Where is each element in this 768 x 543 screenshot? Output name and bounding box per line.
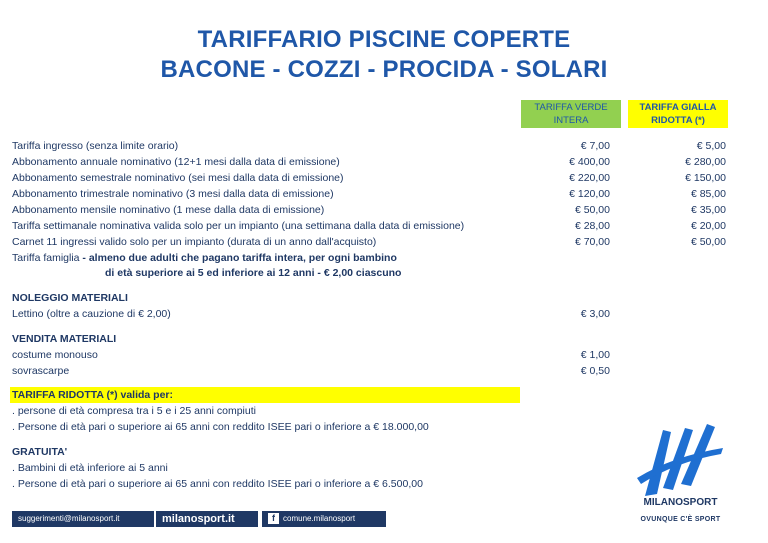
famiglia-label: Tariffa famiglia [12,252,80,264]
tariff-gialla-value: € 20,00 [690,220,726,232]
vendita-item-value: € 1,00 [580,349,610,361]
ridotta-line: . persone di età compresa tra i 5 e i 25 anni compiuti [12,405,256,417]
gratuita-line: . Bambini di età inferiore ai 5 anni [12,462,168,474]
ridotta-line: . Persone di età pari o superiore ai 65 anni con reddito ISEE pari o inferiore a € 18.000,00 [12,421,429,433]
footer-facebook-link[interactable] [262,511,386,527]
tariff-gialla-value: € 5,00 [696,140,726,152]
logo-name: MILANOSPORT [643,497,718,508]
tariff-verde-value: € 50,00 [574,204,610,216]
tariffa-famiglia [12,252,397,264]
tariff-label: Carnet 11 ingressi valido solo per un impianto (durata di un anno dall'acquisto) [12,236,377,248]
tariff-gialla-value: € 280,00 [685,156,726,168]
vendita-item-value: € 0,50 [580,365,610,377]
tariff-verde-value: € 120,00 [569,188,610,200]
footer-site-link[interactable]: milanosport.it [156,511,258,527]
gratuita-title: GRATUITA' [12,446,68,458]
noleggio-value: € 3,00 [580,308,610,320]
ridotta-title: TARIFFA RIDOTTA (*) valida per: [12,389,174,401]
noleggio-label: Lettino (oltre a cauzione di € 2,00) [12,308,171,320]
noleggio-title: NOLEGGIO MATERIALI [12,292,128,304]
page-title-line2: BACONE - COZZI - PROCIDA - SOLARI [160,56,608,83]
tariff-verde-value: € 28,00 [574,220,610,232]
famiglia-price: di età superiore ai 5 ed inferiore ai 12 anni - € 2,00 ciascuno [105,267,402,279]
header-tariffa-verde: TARIFFA VERDE INTERA [521,100,621,128]
famiglia-condition: - almeno due adulti che pagano tariffa intera, per ogni bambino [79,252,397,264]
facebook-icon: f [268,513,279,524]
tariff-gialla-value: € 150,00 [685,172,726,184]
tariff-label: Abbonamento semestrale nominativo (sei mesi dalla data di emissione) [12,172,344,184]
logo-tagline: OVUNQUE C'È SPORT [640,516,721,523]
tariff-gialla-value: € 85,00 [690,188,726,200]
tariff-label: Abbonamento mensile nominativo (1 mese dalla data di emissione) [12,204,325,216]
facebook-label: comune.milanosport [283,514,356,523]
header-tariffa-gialla: TARIFFA GIALLA RIDOTTA (*) [628,100,728,128]
tariff-gialla-value: € 35,00 [690,204,726,216]
page-title-line1: TARIFFARIO PISCINE COPERTE [197,26,571,53]
tariff-verde-value: € 400,00 [569,156,610,168]
tariff-verde-value: € 220,00 [569,172,610,184]
vendita-item-label: sovrascarpe [12,365,70,377]
footer-email-link[interactable]: suggerimenti@milanosport.it [12,511,154,527]
milanosport-logo-icon [623,418,738,528]
gratuita-line: . Persone di età pari o superiore ai 65 anni con reddito ISEE pari o inferiore a € 6.500,00 [12,478,423,490]
vendita-item-label: costume monouso [12,349,98,361]
tariff-label: Abbonamento trimestrale nominativo (3 mesi dalla data di emissione) [12,188,334,200]
tariff-label: Abbonamento annuale nominativo (12+1 mesi dalla data di emissione) [12,156,340,168]
tariff-verde-value: € 7,00 [580,140,610,152]
vendita-title: VENDITA MATERIALI [12,333,117,345]
tariff-label: Tariffa settimanale nominativa valida solo per un impianto (una settimana dalla data di emissione) [12,220,465,232]
tariff-verde-value: € 70,00 [574,236,610,248]
tariff-label: Tariffa ingresso (senza limite orario) [12,140,179,152]
tariff-gialla-value: € 50,00 [690,236,726,248]
